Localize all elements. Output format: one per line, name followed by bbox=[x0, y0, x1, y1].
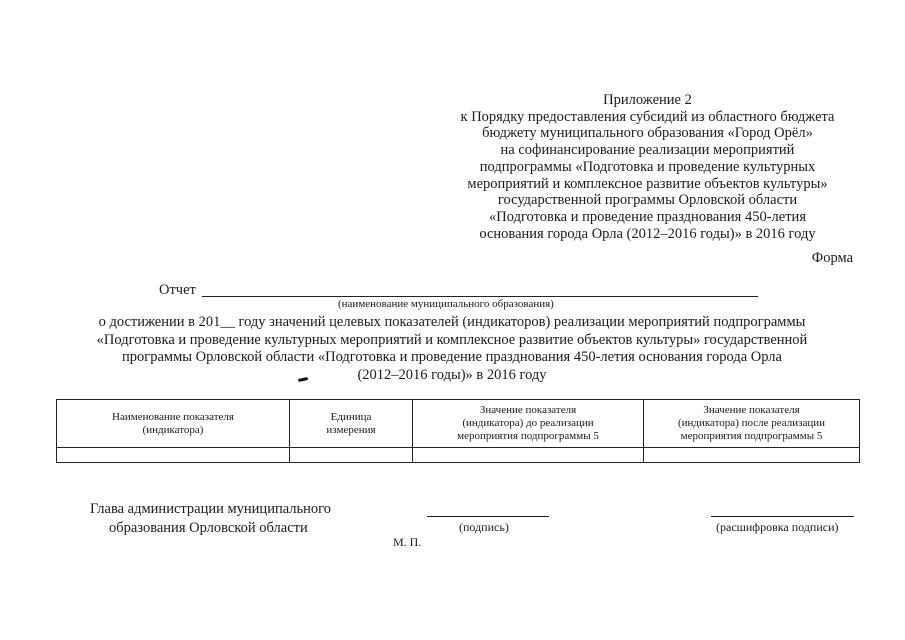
header-value-after: Значение показателя (индикатора) после реализации мероприятия подпрограммы 5 bbox=[644, 400, 860, 448]
report-subject-line: (2012–2016 годы)» в 2016 году bbox=[357, 366, 547, 383]
signature-line[interactable] bbox=[427, 516, 549, 517]
report-subject bbox=[52, 314, 852, 384]
signature-caption: (подпись) bbox=[459, 520, 509, 534]
appendix-title: Приложение 2 bbox=[603, 92, 692, 108]
report-subject-line: «Подготовка и проведение культурных мероприятий и комплексное развитие объектов культуры» государственной bbox=[96, 331, 808, 348]
stamp-place: М. П. bbox=[393, 535, 422, 549]
table-cell[interactable] bbox=[644, 448, 860, 463]
municipality-caption: (наименование муниципального образования) bbox=[338, 298, 554, 310]
appendix-line: основания города Орла (2012–2016 годы)» в 2016 году bbox=[479, 225, 816, 242]
header-unit: Единица измерения bbox=[290, 400, 413, 448]
report-subject-line: программы Орловской области «Подготовка и проведение празднования 450-летия основания города Орла bbox=[122, 349, 782, 365]
appendix-line: мероприятий и комплексное развитие объектов культуры» bbox=[467, 175, 828, 192]
signature-decode-caption: (расшифровка подписи) bbox=[716, 520, 839, 534]
signature-decode-line[interactable] bbox=[711, 516, 854, 517]
appendix-line: подпрограммы «Подготовка и проведение культурных bbox=[479, 158, 816, 175]
table-cell[interactable] bbox=[57, 448, 290, 463]
appendix-header bbox=[440, 92, 855, 242]
table-cell[interactable] bbox=[290, 448, 413, 463]
report-subject-line: о достижении в 201__ году значений целевых показателей (индикаторов) реализации мероприятий подпрограммы bbox=[98, 314, 806, 330]
table-row bbox=[57, 448, 860, 463]
form-label: Форма bbox=[811, 250, 853, 266]
header-value-before: Значение показателя (индикатора) до реализации мероприятия подпрограммы 5 bbox=[413, 400, 644, 448]
table-cell[interactable] bbox=[413, 448, 644, 463]
table-header-row bbox=[57, 400, 860, 448]
signatory-title-line: Глава администрации муниципального bbox=[90, 501, 331, 517]
header-indicator-name: Наименование показателя (индикатора) bbox=[57, 400, 290, 448]
municipality-name-line[interactable] bbox=[202, 296, 758, 297]
signatory-title bbox=[90, 500, 331, 538]
report-label: Отчет bbox=[159, 282, 196, 298]
appendix-line: к Порядку предоставления субсидий из областного бюджета bbox=[460, 108, 835, 125]
appendix-line: государственной программы Орловской области bbox=[497, 192, 798, 209]
indicators-table bbox=[56, 399, 860, 463]
appendix-line: бюджету муниципального образования «Город Орёл» bbox=[482, 125, 813, 142]
appendix-line: «Подготовка и проведение празднования 450-летия bbox=[489, 208, 806, 225]
signatory-title-line: образования Орловской области bbox=[109, 520, 308, 536]
appendix-line: на софинансирование реализации мероприятий bbox=[500, 142, 795, 159]
